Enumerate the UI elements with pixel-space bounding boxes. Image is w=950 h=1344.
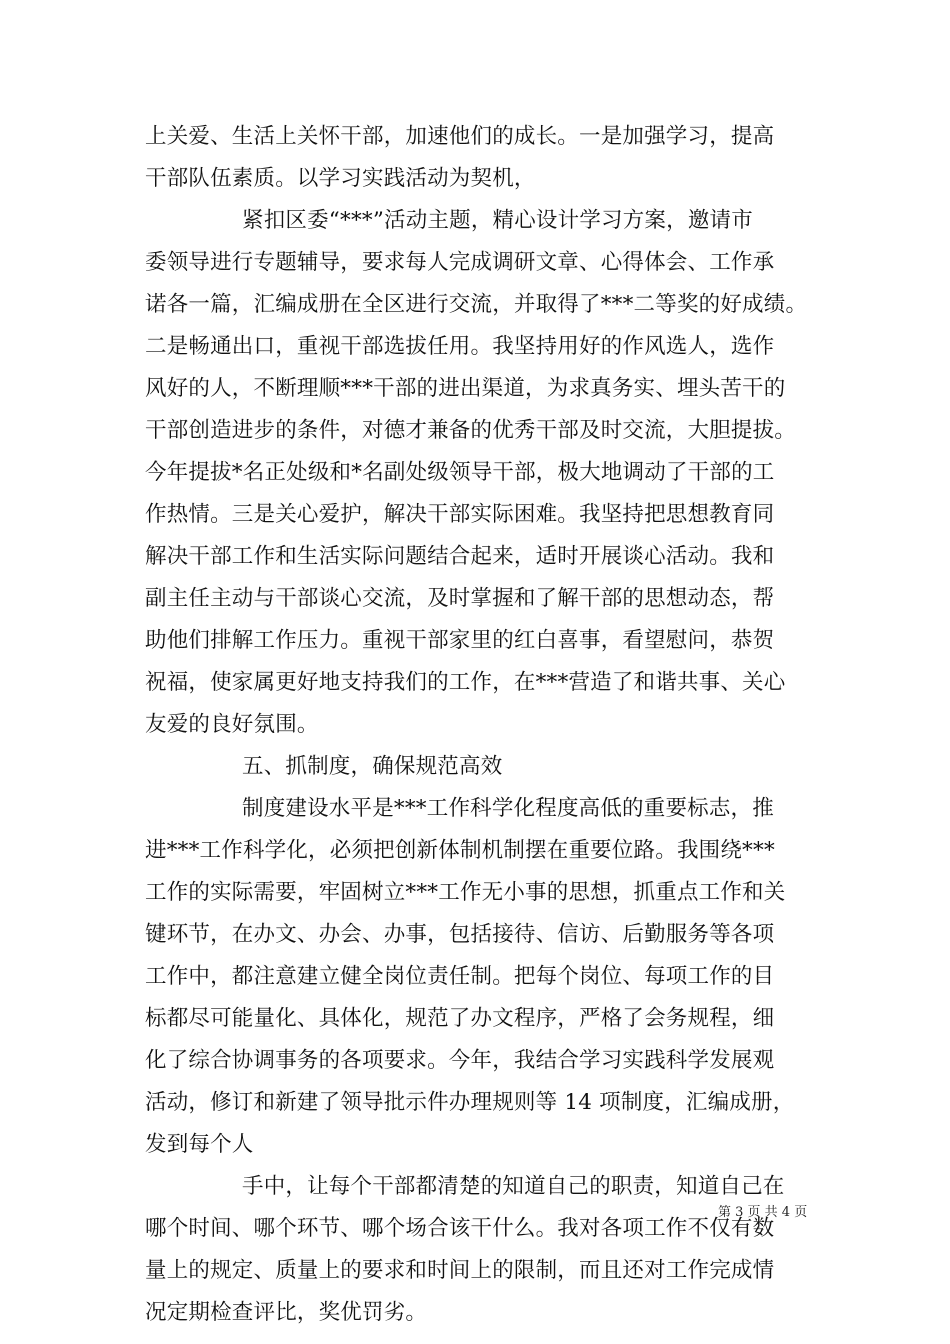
text-line: 风好的人，不断理顺***干部的进出渠道，为求真务实、埋头苦干的	[145, 376, 786, 401]
text-line: 量上的规定、质量上的要求和时间上的限制，而且还对工作完成情	[145, 1258, 775, 1283]
text-line: 工作的实际需要，牢固树立***工作无小事的思想，抓重点工作和关	[145, 880, 786, 905]
text-line: 紧扣区委“***”活动主题，精心设计学习方案，邀请市	[242, 208, 753, 233]
text-line: 委领导进行专题辅导，要求每人完成调研文章、心得体会、工作承	[145, 250, 775, 275]
text-line: 制度建设水平是***工作科学化程度高低的重要标志，推	[242, 796, 774, 821]
text-line: 作热情。三是关心爱护，解决干部实际困难。我坚持把思想教育同	[145, 502, 775, 527]
text-line: 友爱的良好氛围。	[145, 712, 319, 737]
text-line: 今年提拔*名正处级和*名副处级领导干部，极大地调动了干部的工	[145, 460, 775, 485]
section-heading: 五、抓制度，确保规范高效	[242, 754, 503, 779]
text-line: 哪个时间、哪个环节、哪个场合该干什么。我对各项工作不仅有数	[145, 1216, 775, 1241]
text-line: 活动，修订和新建了领导批示件办理规则等 14 项制度，汇编成册，	[145, 1090, 795, 1115]
text-line: 键环节，在办文、办会、办事，包括接待、信访、后勤服务等各项	[145, 922, 775, 947]
body-text	[145, 116, 815, 1334]
text-line: 进***工作科学化，必须把创新体制机制摆在重要位路。我围绕***	[145, 838, 775, 863]
text-line: 标都尽可能量化、具体化，规范了办文程序，严格了会务规程，细	[145, 1006, 775, 1031]
page-number-footer: 第 3 页 共 4 页	[718, 1205, 808, 1220]
text-line: 助他们排解工作压力。重视干部家里的红白喜事，看望慰问，恭贺	[145, 628, 775, 653]
text-line: 祝福，使家属更好地支持我们的工作，在***营造了和谐共事、关心	[145, 670, 786, 695]
text-line: 二是畅通出口，重视干部选拔任用。我坚持用好的作风选人，选作	[145, 334, 775, 359]
text-line: 干部队伍素质。以学习实践活动为契机，	[145, 166, 536, 191]
text-line: 诺各一篇，汇编成册在全区进行交流，并取得了***二等奖的好成绩。	[145, 292, 808, 317]
text-line: 上关爱、生活上关怀干部，加速他们的成长。一是加强学习，提高	[145, 124, 775, 149]
text-line: 解决干部工作和生活实际问题结合起来，适时开展谈心活动。我和	[145, 544, 775, 569]
text-line: 况定期检查评比，奖优罚劣。	[145, 1300, 428, 1325]
text-line: 发到每个人	[145, 1132, 254, 1157]
text-line: 化了综合协调事务的各项要求。今年，我结合学习实践科学发展观	[145, 1048, 775, 1073]
text-line: 手中，让每个干部都清楚的知道自己的职责，知道自己在	[242, 1174, 785, 1199]
text-line: 干部创造进步的条件，对德才兼备的优秀干部及时交流，大胆提拔。	[145, 418, 797, 443]
text-line: 副主任主动与干部谈心交流，及时掌握和了解干部的思想动态，帮	[145, 586, 775, 611]
text-line: 工作中，都注意建立健全岗位责任制。把每个岗位、每项工作的目	[145, 964, 775, 989]
